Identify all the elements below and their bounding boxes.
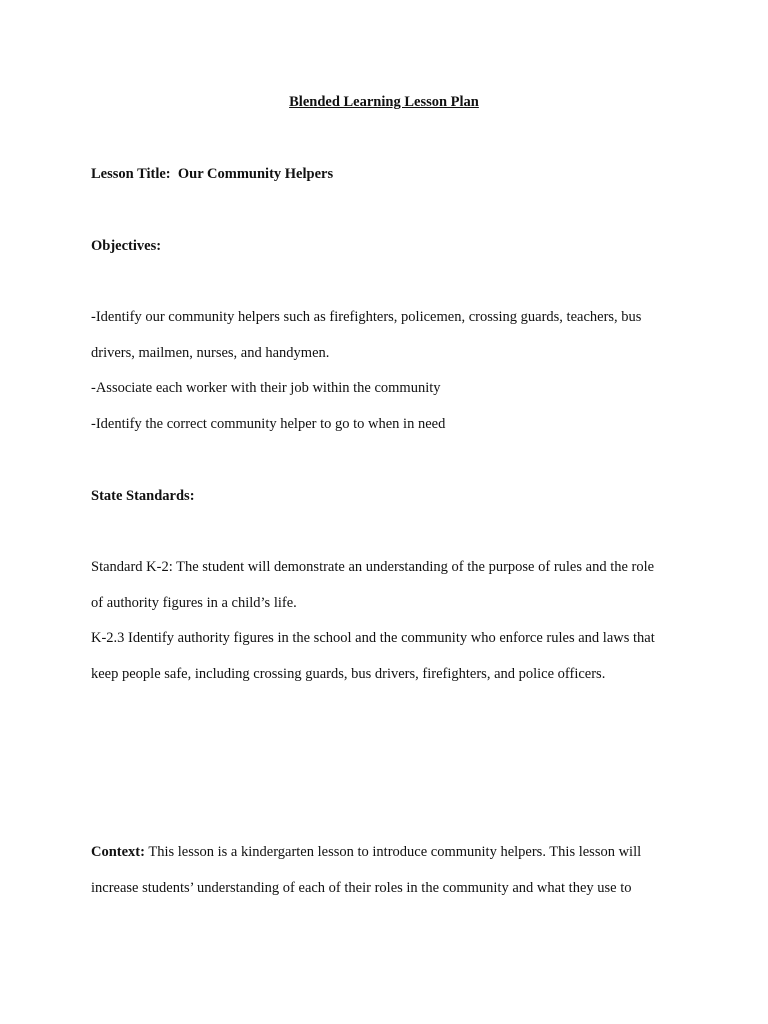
document-title: Blended Learning Lesson Plan	[289, 94, 479, 110]
context-label: Context:	[91, 844, 145, 860]
context-line: increase students’ understanding of each of their roles in the community and what they use to	[91, 880, 632, 896]
standard-line: K-2.3 Identify authority figures in the school and the community who enforce rules and laws that	[91, 630, 655, 646]
objectives-heading: Objectives:	[91, 238, 162, 254]
objective-line: drivers, mailmen, nurses, and handymen.	[91, 345, 330, 361]
standard-line: keep people safe, including crossing guards, bus drivers, firefighters, and police officers.	[91, 666, 606, 682]
lesson-title-value: Our Community Helpers	[177, 166, 334, 182]
lesson-title-label: Lesson Title:	[91, 166, 171, 182]
lesson-title-line	[91, 165, 691, 183]
objective-line: -Associate each worker with their job within the community	[91, 380, 441, 396]
standard-line: Standard K-2: The student will demonstrate an understanding of the purpose of rules and the role	[91, 559, 655, 575]
standards-heading: State Standards:	[91, 488, 195, 504]
objective-line: -Identify our community helpers such as firefighters, policemen, crossing guards, teachers, bus	[91, 309, 642, 325]
standard-line: of authority figures in a child’s life.	[91, 595, 297, 611]
objective-line: -Identify the correct community helper to go to when in need	[91, 416, 446, 432]
context-line	[91, 843, 691, 861]
context-text: This lesson is a kindergarten lesson to introduce community helpers. This lesson will	[148, 844, 642, 860]
